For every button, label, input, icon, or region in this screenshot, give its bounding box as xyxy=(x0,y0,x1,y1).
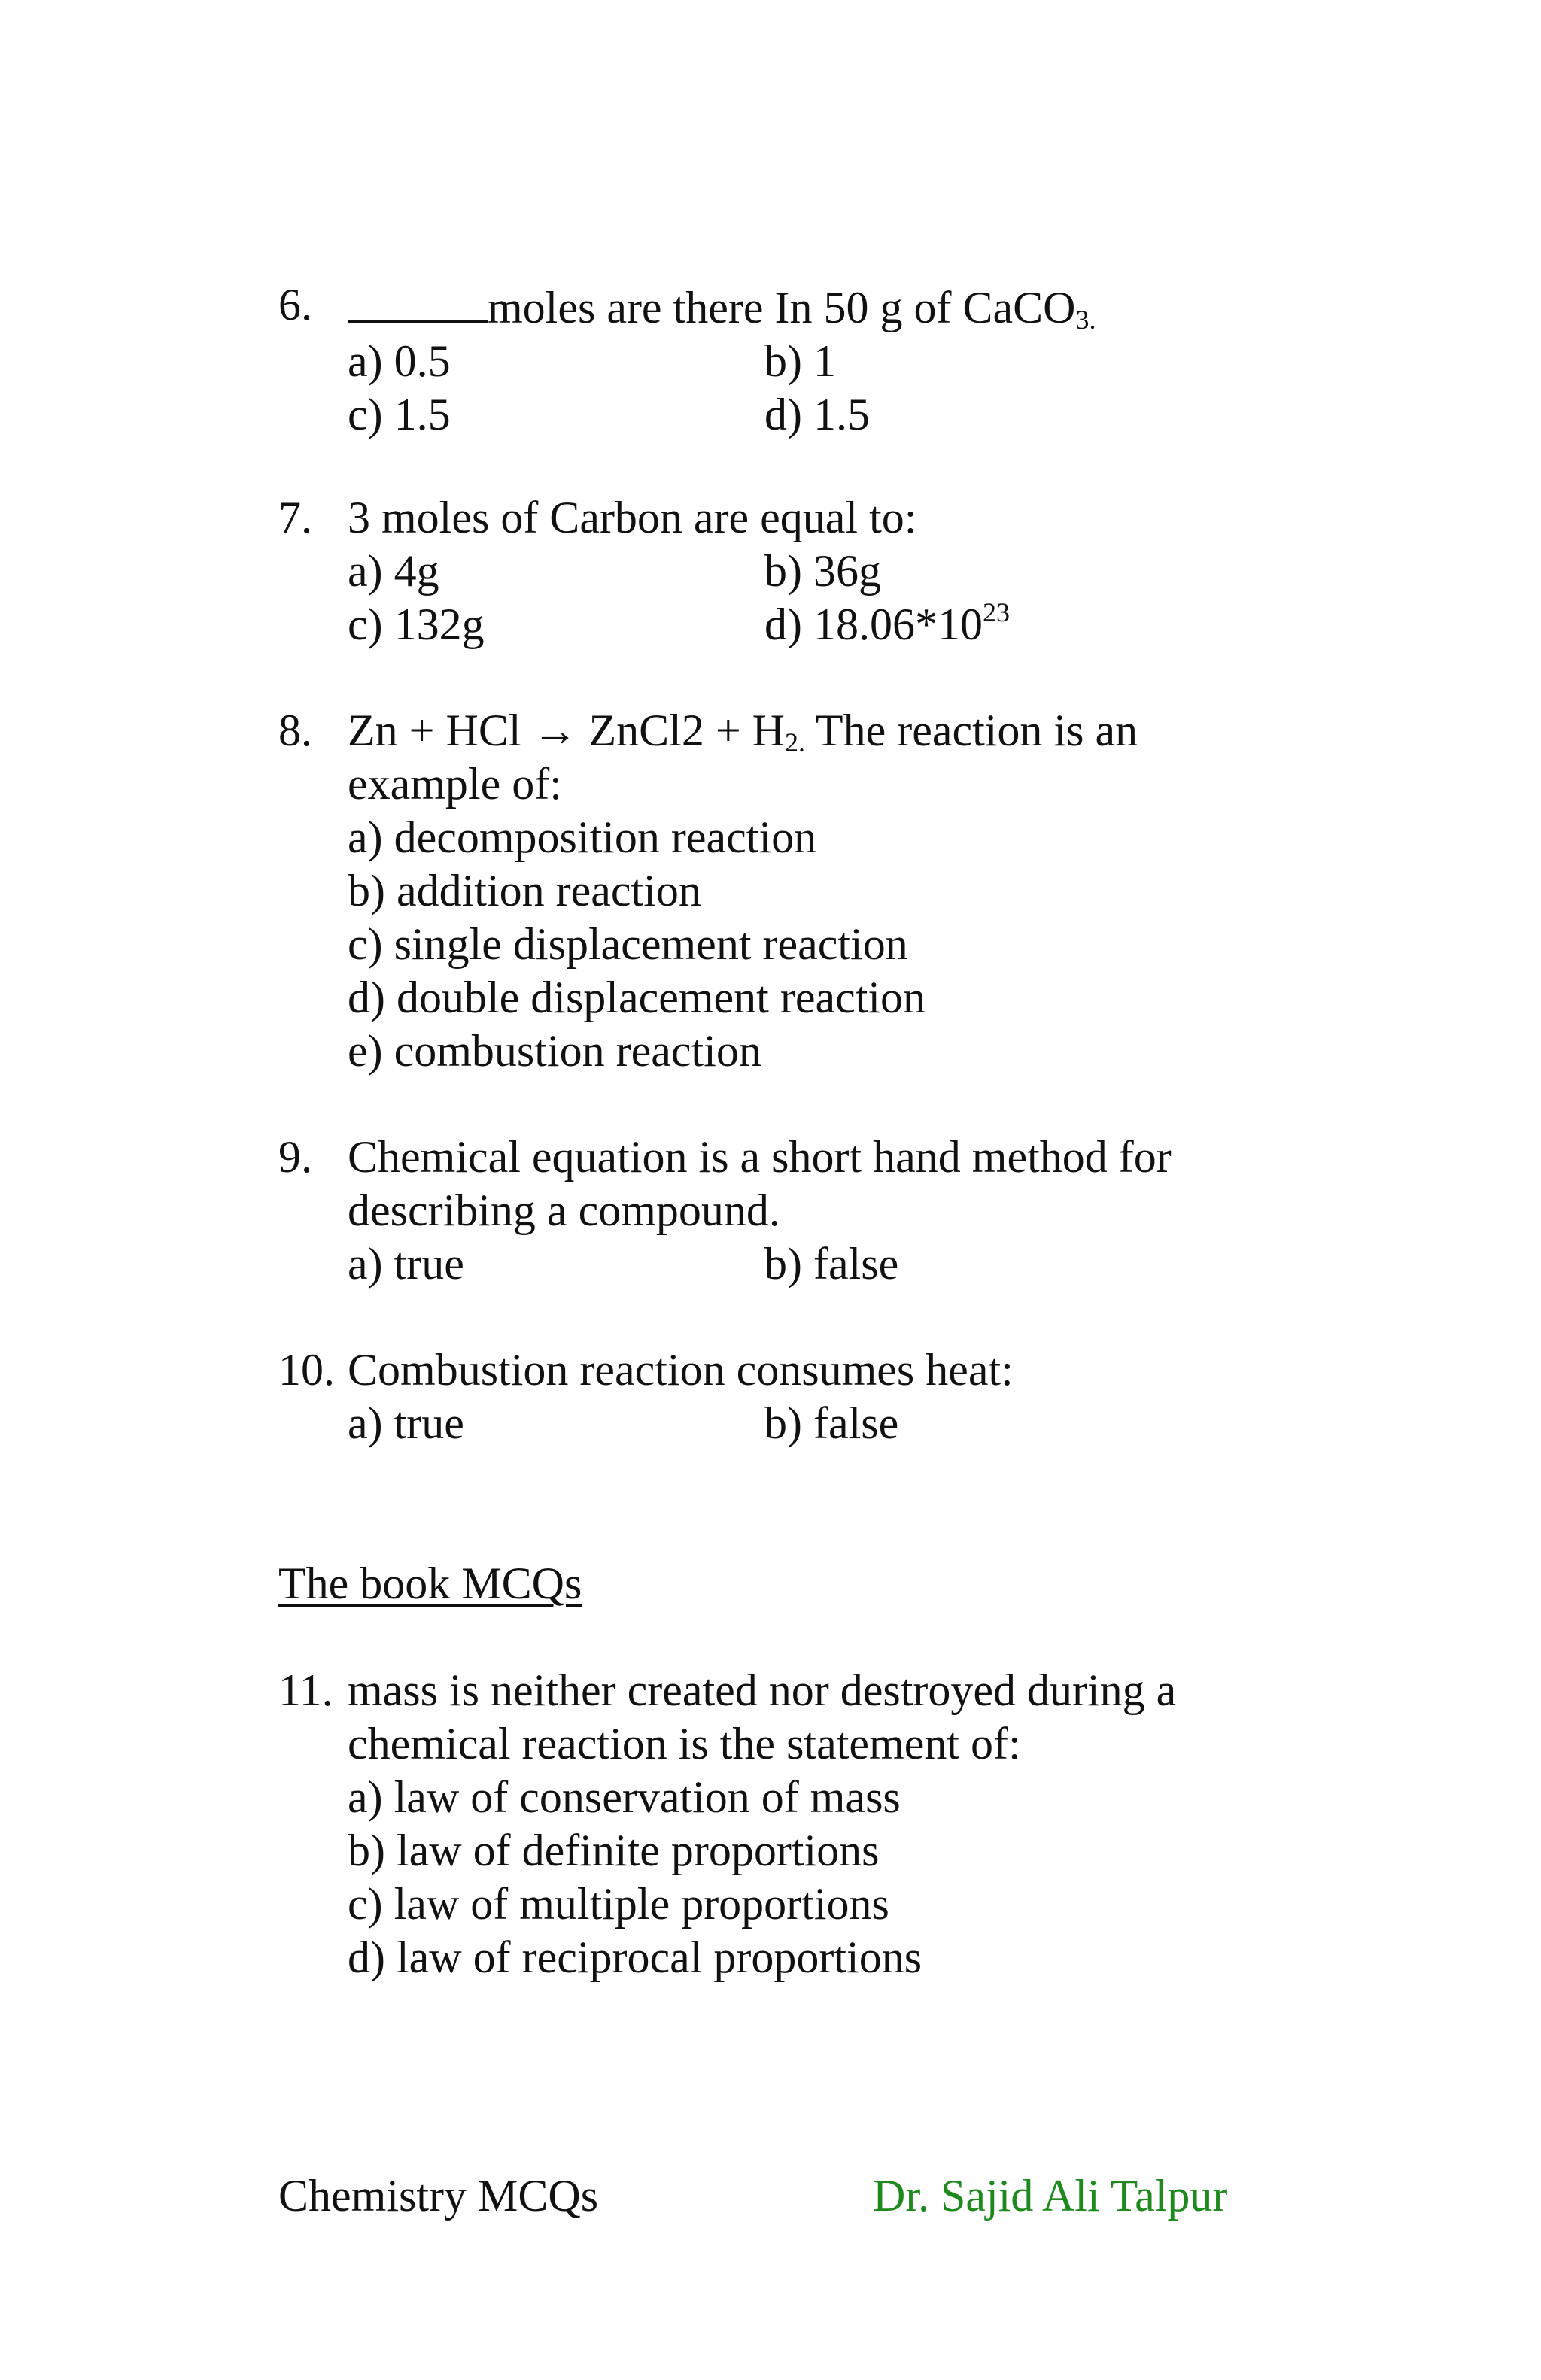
option-a: a) true xyxy=(348,1398,464,1448)
question-stem: Zn + HCl → ZnCl2 + $H_{2.}$ The reaction is an xyxy=(348,706,1138,757)
option-a: a) decomposition reaction xyxy=(348,812,817,862)
section-heading: The book MCQs xyxy=(278,1559,582,1608)
question-number: 6. xyxy=(278,280,312,329)
question-9 xyxy=(278,1131,1317,1291)
options xyxy=(348,1237,1317,1291)
option-d: d) law of reciprocal proportions xyxy=(348,1932,922,1982)
question-number: 7. xyxy=(278,493,312,542)
option-a: a) law of conservation of mass xyxy=(348,1772,901,1822)
option-a: a) true xyxy=(348,1239,464,1289)
question-number: 10. xyxy=(278,1345,335,1395)
question-stem-line2: describing a compound. xyxy=(348,1185,780,1235)
question-stem-line2: chemical reaction is the statement of: xyxy=(348,1719,1021,1768)
options xyxy=(348,335,1317,442)
option-b: b) addition reaction xyxy=(348,866,701,915)
option-c: c) 1.5 xyxy=(348,390,451,439)
question-stem: mass is neither created nor destroyed during a xyxy=(348,1665,1177,1715)
footer-title: Chemistry MCQs xyxy=(278,2171,599,2221)
question-6 xyxy=(278,278,1317,442)
option-e: e) combustion reaction xyxy=(348,1026,761,1076)
question-stem: Chemical equation is a short hand method for xyxy=(348,1132,1172,1182)
question-number: 11. xyxy=(278,1665,333,1715)
question-stem: moles are there In 50 g of CaCO$_{3.}$ xyxy=(348,278,1317,335)
options xyxy=(348,545,1317,651)
option-d: d) 1.5 xyxy=(764,390,870,439)
question-11 xyxy=(278,1664,1317,1984)
question-number: 9. xyxy=(278,1132,312,1182)
option-b: b) law of definite proportions xyxy=(348,1826,880,1875)
option-d: d) double displacement reaction xyxy=(348,973,926,1022)
question-stem: Combustion reaction consumes heat: xyxy=(348,1345,1014,1395)
footer-author: Dr. Sajid Ali Talpur xyxy=(873,2171,1228,2221)
option-c: c) law of multiple proportions xyxy=(348,1879,889,1929)
question-8 xyxy=(278,704,1317,1078)
question-stem-line2: example of: xyxy=(348,759,562,809)
question-10 xyxy=(278,1343,1317,1450)
options xyxy=(348,1397,1317,1450)
question-stem: 3 moles of Carbon are equal to: xyxy=(348,493,917,542)
option-b: b) false xyxy=(764,1398,899,1448)
option-a: a) 4g xyxy=(348,546,439,596)
option-c: c) 132g xyxy=(348,600,485,649)
option-b: b) 36g xyxy=(764,546,881,596)
question-7 xyxy=(278,491,1317,651)
option-b: b) 1 xyxy=(764,336,836,386)
options xyxy=(348,1771,1317,1984)
option-c: c) single displacement reaction xyxy=(348,919,908,969)
option-b: b) false xyxy=(764,1239,899,1289)
options xyxy=(348,811,1317,1078)
option-a: a) 0.5 xyxy=(348,336,451,386)
answer-blank xyxy=(348,278,488,323)
question-number: 8. xyxy=(278,706,312,755)
option-d: d) $18.06*10^{23}$ xyxy=(764,597,1010,649)
